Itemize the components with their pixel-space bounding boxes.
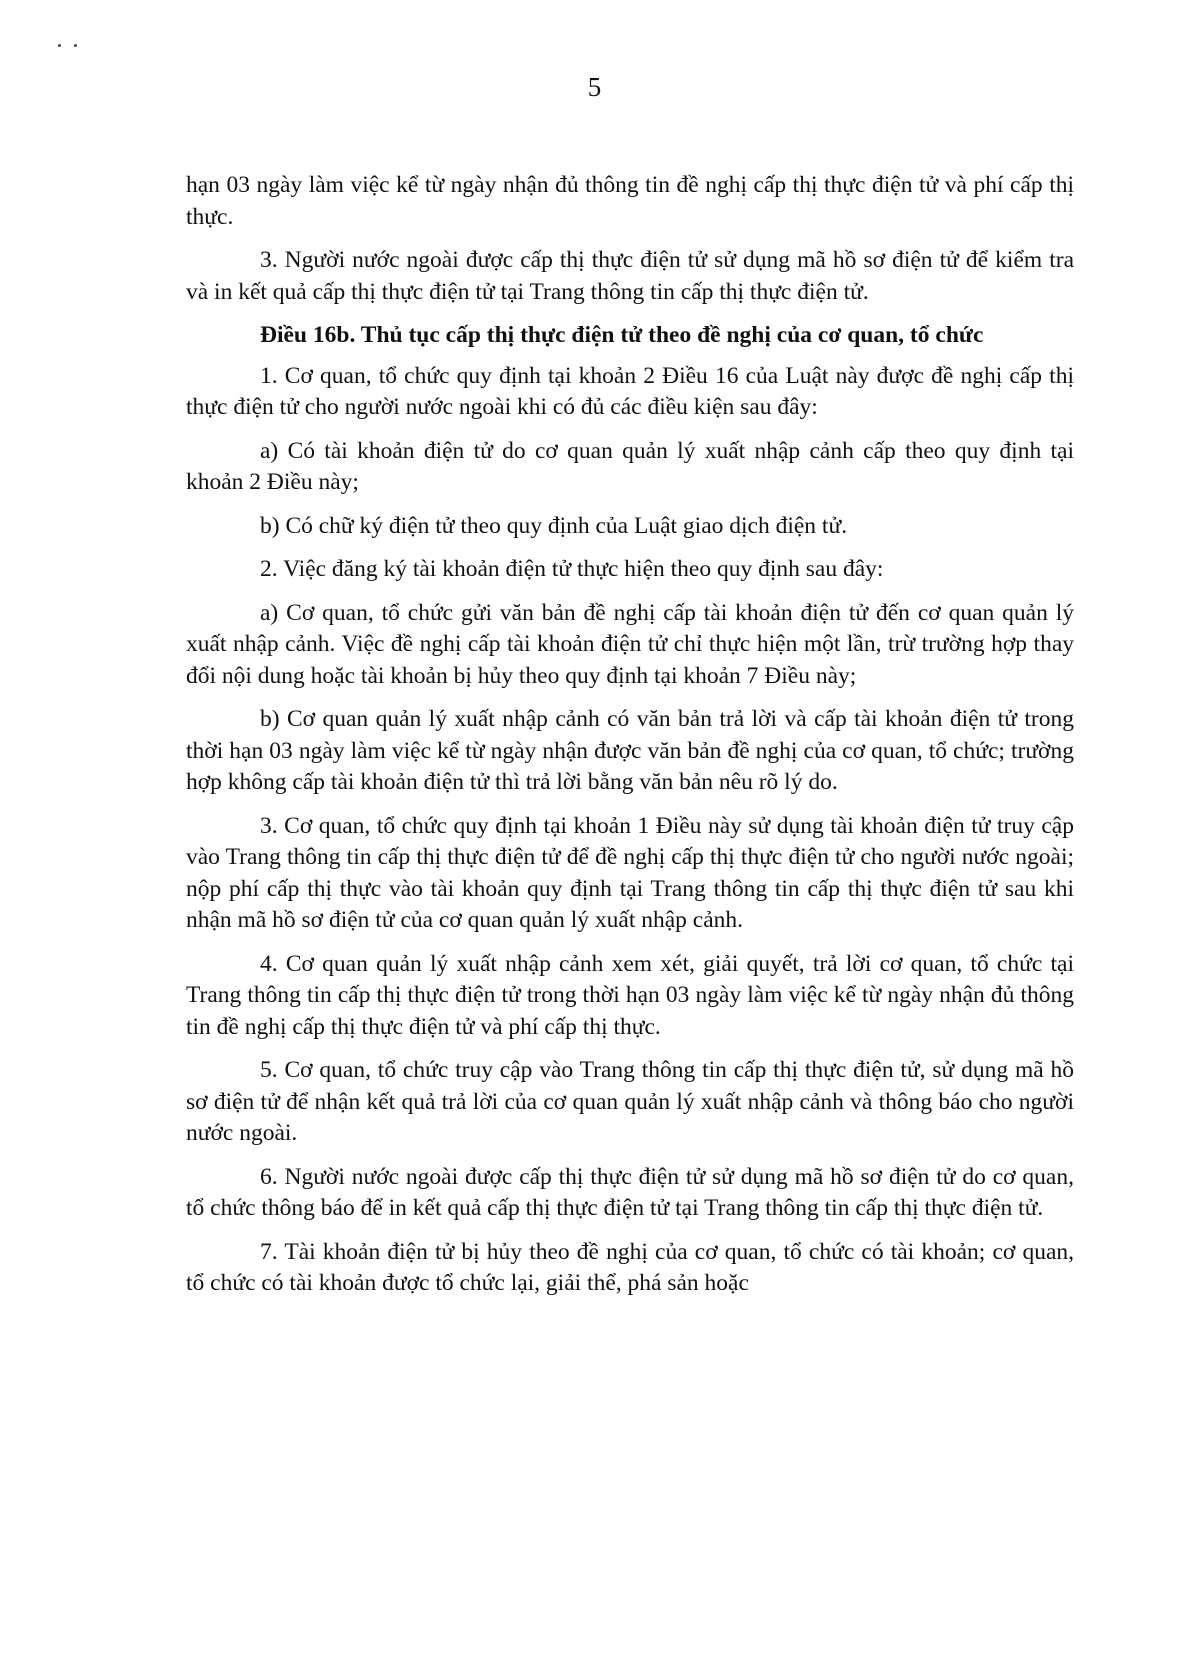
paragraph-clause-2: 2. Việc đăng ký tài khoản điện tử thực hiện theo quy định sau đây: xyxy=(260,556,884,582)
paragraph-clause-2-point-b: b) Cơ quan quản lý xuất nhập cảnh có văn bản trả lời và cấp tài khoản điện tử trong thời hạn 03 ngày làm việc kể từ ngày nhận được văn bản đề nghị của cơ quan, tổ chức; trường hợp không cấp tài khoản điện tử thì trả lời bằng văn bản nêu rõ lý do. xyxy=(186,706,1074,795)
paragraph-point-a: a) Có tài khoản điện tử do cơ quan quản lý xuất nhập cảnh cấp theo quy định tại khoản 2 Điều này; xyxy=(186,437,1074,495)
paragraph-clause-7: 7. Tài khoản điện tử bị hủy theo đề nghị của cơ quan, tổ chức có tài khoản; cơ quan, tổ chức có tài khoản được tổ chức lại, giải thể, phá sản hoặc xyxy=(186,1238,1074,1296)
paragraph-clause-3-access: 3. Cơ quan, tổ chức quy định tại khoản 1 Điều này sử dụng tài khoản điện tử truy cập vào Trang thông tin cấp thị thực điện tử để đề nghị cấp thị thực điện tử cho người nước ngoài; nộp phí cấp thị thực vào tài khoản quy định tại Trang thông tin cấp thị thực điện tử sau khi nhận mã hồ sơ điện tử của cơ quan quản lý xuất nhập cảnh. xyxy=(186,812,1074,933)
scan-speck xyxy=(74,44,77,47)
paragraph-continuation: hạn 03 ngày làm việc kể từ ngày nhận đủ thông tin đề nghị cấp thị thực điện tử và phí cấp thị thực. xyxy=(186,172,1074,230)
page-number: 5 xyxy=(587,72,602,102)
scan-speck xyxy=(58,44,61,47)
paragraph-clause-1: 1. Cơ quan, tổ chức quy định tại khoản 2 Điều 16 của Luật này được đề nghị cấp thị thực điện tử cho người nước ngoài khi có đủ các điều kiện sau đây: xyxy=(186,362,1074,420)
paragraph-clause-3: 3. Người nước ngoài được cấp thị thực điện tử sử dụng mã hồ sơ điện tử để kiểm tra và in kết quả cấp thị thực điện tử tại Trang thông tin cấp thị thực điện tử. xyxy=(186,247,1074,305)
paragraph-clause-6: 6. Người nước ngoài được cấp thị thực điện tử sử dụng mã hồ sơ điện tử do cơ quan, tổ chức thông báo để in kết quả cấp thị thực điện tử tại Trang thông tin cấp thị thực điện tử. xyxy=(186,1163,1074,1221)
paragraph-clause-4: 4. Cơ quan quản lý xuất nhập cảnh xem xét, giải quyết, trả lời cơ quan, tổ chức tại Trang thông tin cấp thị thực điện tử trong thời hạn 03 ngày làm việc kể từ ngày nhận đủ thông tin đề nghị cấp thị thực điện tử và phí cấp thị thực. xyxy=(186,950,1074,1040)
document-body xyxy=(186,170,1074,1312)
paragraph-clause-2-point-a: a) Cơ quan, tổ chức gửi văn bản đề nghị cấp tài khoản điện tử đến cơ quan quản lý xuất nhập cảnh. Việc đề nghị cấp tài khoản điện tử chỉ thực hiện một lần, trừ trường hợp thay đổi nội dung hoặc tài khoản bị hủy theo quy định tại khoản 7 Điều này; xyxy=(186,599,1074,689)
paragraph-clause-5: 5. Cơ quan, tổ chức truy cập vào Trang thông tin cấp thị thực điện tử, sử dụng mã hồ sơ điện tử để nhận kết quả trả lời của cơ quan quản lý xuất nhập cảnh và thông báo cho người nước ngoài. xyxy=(186,1057,1074,1146)
paragraph-point-b: b) Có chữ ký điện tử theo quy định của Luật giao dịch điện tử. xyxy=(260,512,848,539)
article-heading-16b: Điều 16b. Thủ tục cấp thị thực điện tử theo đề nghị của cơ quan, tổ chức xyxy=(260,322,984,348)
